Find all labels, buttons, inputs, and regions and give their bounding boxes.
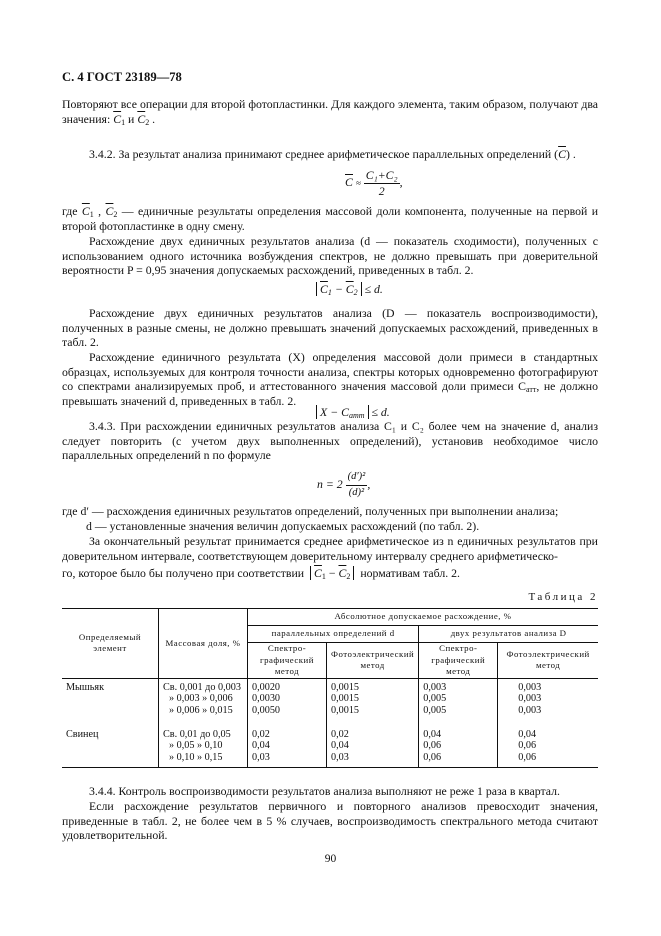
paragraph-final: За окончательный результат принимается среднее арифметическое из n единичных результатов при доверительном интервале, соответствующем доверительному интервалу среднего арифметическо- <box>62 534 598 563</box>
table-caption: Таблица 2 <box>528 591 598 603</box>
equation-mean: $\overline{C}$ ≈ $\frac{\text{C₁+C₂}}{2}$ , <box>345 168 403 198</box>
paragraph-3-4-3: 3.4.3. При расхождении единичных результатов анализа C₁ и C₂ более чем на значение d, анализ следует повторить (с учетом двух выполненных определений), установив необходимое число параллельных определений n по формуле <box>62 419 598 463</box>
table-2 <box>62 608 598 768</box>
table-row: » 0,05 » 0,10 0,04 0,04 0,06 0,06 <box>62 740 598 752</box>
paragraph-where-2b: d — установленные значения величин допускаемых расхождений (по табл. 2). <box>86 519 480 533</box>
page-number: 90 <box>324 853 337 865</box>
th-abs: Абсолютное допускаемое расхождение, % <box>248 609 599 626</box>
th-photo-2: Фотоэлектрический метод <box>498 643 598 679</box>
table-row: Мышьяк Св. 0,001 до 0,003 0,0020 0,0015 0,003 0,003 <box>62 678 598 693</box>
th-spectro-2: Спектро-графический метод <box>419 643 498 679</box>
paragraph-3-4-2: 3.4.2. За результат анализа принимают среднее арифметическое параллельных определений $(\overline{C})$ . <box>89 147 576 161</box>
th-element: Определяемый элемент <box>62 609 159 679</box>
paragraph-reproducibility: Расхождение двух единичных результатов анализа (D — показатель воспроизводимости), полученных в разные смены, не должно превышать значений допускаемых расхождений, приведенных в табл. 2. <box>62 306 598 350</box>
page-header: С. 4 ГОСТ 23189—78 <box>62 70 182 84</box>
th-photo-1: Фотоэлектрический метод <box>327 643 419 679</box>
paragraph-where-2a: где d′ — расхождения единичных результатов определений, полученных при выполнении анализа; <box>62 504 559 518</box>
th-parallel: параллельных определений d <box>248 626 419 643</box>
paragraph-convergence: Расхождение двух единичных результатов анализа (d — показатель сходимости), полученных с использованием одного источника возбуждения спектров, не должно превышать при доверительной вероятности P = 0,95 значения допускаемых расхождений, приведенных в табл. 2. <box>62 234 598 278</box>
paragraph-where-1: где $\overline{C}_1$ , $\overline{C}_2$ — единичные результаты определения массовой доли компонента, полученные на первой и второй фотопластинке в одну смену. <box>62 204 599 233</box>
equation-n: n = 2 $\frac{\text{(d′)²}}{\text{(d)²}}$ , <box>317 471 371 498</box>
table-row: » 0,10 » 0,15 0,03 0,03 0,06 0,06 <box>62 752 598 768</box>
th-mass: Массовая доля, % <box>159 609 248 679</box>
paragraph-last: Если расхождение результатов первичного и повторного анализов превосходит значения, приведенные в табл. 2, не более чем в 5 % случаев, воспроизводимость спектрального метода считают удовлетворительной. <box>62 799 598 843</box>
th-two: двух результатов анализа D <box>419 626 598 643</box>
paragraph-repeat: Повторяют все операции для второй фотопластинки. Для каждого элемента, таким образом, получают два значения: $\overline{C}_1$ и $\overline{C}_2$ . <box>62 97 598 127</box>
paragraph-standard-samples: Расхождение единичного результата (X) определения массовой доли примеси в стандартных образцах, используемых для контроля точности анализа, спектры которых одновременно фотографируют со спектрами анализируемых проб, и аттестованного значения массовой доли примеси $C_{атт}$, не должно превышать значений d, приведенных в табл. 2. <box>62 350 598 408</box>
equation-standard: $X - C_{атт} \le d$. <box>316 405 390 420</box>
equation-convergence: $\overline{C}_1 - \overline{C}_2 \le d$. <box>316 282 383 297</box>
paragraph-final-line: го, которое было бы получено при соответствии $\overline{C}_1 - \overline{C}_2$ нормативам табл. 2. <box>62 566 460 581</box>
paragraph-3-4-4: 3.4.4. Контроль воспроизводимости результатов анализа выполняют не реже 1 раза в квартал. <box>89 784 560 798</box>
table-row: » 0,003 » 0,006 0,0030 0,0015 0,005 0,003 <box>62 693 598 705</box>
th-spectro-1: Спектро-графический метод <box>248 643 327 679</box>
table-row: Свинец Св. 0,01 до 0,05 0,02 0,02 0,04 0,04 <box>62 729 598 741</box>
table-row: » 0,006 » 0,015 0,0050 0,0015 0,005 0,003 <box>62 705 598 717</box>
